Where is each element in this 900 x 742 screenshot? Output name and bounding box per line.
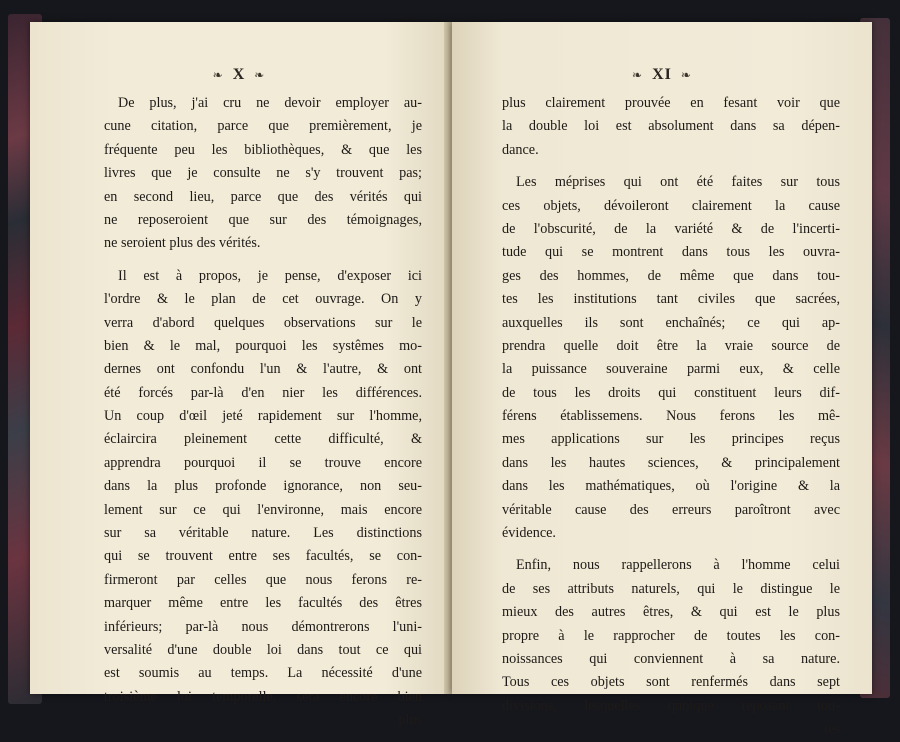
paragraph bbox=[502, 554, 840, 741]
text-line: mes applications sur les principes reçus bbox=[502, 431, 840, 448]
paragraph bbox=[104, 92, 422, 256]
text-line: Un coup d'œil jeté rapidement sur l'homme, bbox=[104, 408, 422, 425]
text-line: ges des hommes, de même que dans tou- bbox=[502, 267, 840, 284]
text-line: livres que je consulte ne s'y trouvent pas; bbox=[104, 165, 422, 182]
text-line: dance. bbox=[502, 141, 539, 158]
left-page-text bbox=[104, 92, 422, 733]
paragraph bbox=[104, 265, 422, 733]
text-line: plus bbox=[398, 712, 422, 729]
text-line: fréquente peu les bibliothèques, & que les bbox=[104, 141, 422, 158]
text-line: prendra quelle doit être la vraie source de bbox=[502, 337, 840, 354]
paragraph-gap bbox=[502, 545, 840, 554]
text-line: qui se trouvent entre ses facultés, se con- bbox=[104, 548, 422, 565]
text-line: est soumis au temps. La nécessité d'une bbox=[104, 665, 422, 682]
text-line: Les méprises qui ont été faites sur tous bbox=[516, 174, 840, 191]
text-line: tes bbox=[824, 721, 840, 738]
paragraph bbox=[502, 171, 840, 545]
left-page-number: X bbox=[232, 66, 246, 83]
paragraph bbox=[502, 92, 840, 162]
text-line: véritable cause des erreurs paroîtront avec bbox=[502, 501, 840, 518]
text-line: la puissance souveraine parmi eux, & celle bbox=[502, 361, 840, 378]
right-page-number: XI bbox=[652, 66, 672, 83]
text-line: tude qui se montrent dans tous les ouvra- bbox=[502, 244, 840, 261]
text-line: De plus, j'ai cru ne devoir employer au- bbox=[118, 95, 422, 111]
text-line: verra d'abord quelques observations sur le bbox=[104, 314, 422, 331]
right-page bbox=[452, 22, 872, 738]
right-page-header bbox=[452, 66, 872, 84]
text-line: bien & le mal, pourquoi les systêmes mo- bbox=[104, 337, 422, 354]
text-line: versalité d'une double loi dans tout ce qui bbox=[104, 641, 422, 658]
text-line: propre à le rapprocher de toutes les con- bbox=[502, 627, 840, 644]
text-line: Enfin, nous rappellerons à l'homme celui bbox=[516, 557, 840, 574]
text-line: mieux des autres êtres, & qui est le plus bbox=[502, 604, 840, 621]
text-line: inférieurs; par-là nous démontrerons l'uni- bbox=[104, 618, 422, 635]
text-line: de tous les droits qui constituent leurs dif- bbox=[502, 384, 840, 401]
left-header-ornament-icon: ❧ bbox=[254, 68, 266, 82]
right-page-text bbox=[502, 92, 840, 742]
text-line: firmeront par celles que nous ferons re- bbox=[104, 571, 422, 588]
text-line: noissances qui conviennent à sa nature. bbox=[502, 650, 840, 667]
text-line: été forcés par-là d'en nier les différences. bbox=[104, 384, 422, 401]
text-line: sur sa véritable nature. Les distinctions bbox=[104, 525, 422, 542]
text-line: ces objets, dévoileront clairement la cause bbox=[502, 197, 840, 214]
text-line: la double loi est absolument dans sa dépen- bbox=[502, 118, 840, 135]
left-page-header bbox=[30, 66, 448, 84]
text-line: apprendra pourquoi il se trouve encore bbox=[104, 454, 422, 471]
text-line: cune citation, parce que premièrement, je bbox=[104, 118, 422, 135]
text-line: de l'obscurité, de la variété & de l'incerti- bbox=[502, 220, 840, 237]
right-header-ornament-icon: ❧ bbox=[632, 68, 644, 82]
text-line: férens établissemens. Nous ferons les mê- bbox=[502, 408, 840, 425]
text-line: de ses attributs naturels, qui le distingue le bbox=[502, 580, 840, 597]
text-line: évidence. bbox=[502, 525, 556, 542]
text-line: troisième loi temporelle, sera encore bien bbox=[104, 688, 422, 705]
paragraph-gap bbox=[502, 162, 840, 171]
text-line: l'ordre & le plan de cet ouvrage. On y bbox=[104, 291, 422, 308]
left-page bbox=[30, 22, 448, 729]
text-line: en second lieu, parce que des vérités qui bbox=[104, 188, 422, 205]
text-line: Tous ces objets sont renfermés dans sept bbox=[502, 674, 840, 691]
text-line: tes les institutions tant civiles que sacrées, bbox=[502, 291, 840, 308]
paragraph-gap bbox=[104, 256, 422, 265]
right-header-ornament-icon: ❧ bbox=[680, 68, 692, 82]
text-line: dans les mathématiques, où l'origine & la bbox=[502, 478, 840, 495]
text-line: ne reposeroient que sur des témoignages, bbox=[104, 211, 422, 228]
text-line: lement sur ce qui l'environne, mais encore bbox=[104, 501, 422, 518]
text-line: dernes ont confondu l'un & l'autre, & ont bbox=[104, 361, 422, 378]
text-line: marquer même entre les facultés des êtres bbox=[104, 595, 422, 612]
text-line: divisions, lesquelles quoique reposant tou- bbox=[502, 697, 840, 714]
text-line: Il est à propos, je pense, d'exposer ici bbox=[118, 267, 422, 284]
text-line: dans la plus profonde ignorance, non seu- bbox=[104, 478, 422, 495]
text-line: ne seroient plus des vérités. bbox=[104, 235, 261, 252]
text-line: auxquelles ils sont enchaînés; ce qui ap- bbox=[502, 314, 840, 331]
text-line: éclaircira pleinement cette difficulté, & bbox=[104, 431, 422, 448]
text-line: dans les hautes sciences, & principalement bbox=[502, 454, 840, 471]
left-header-ornament-icon: ❧ bbox=[212, 68, 224, 82]
text-line: plus clairement prouvée en fesant voir que bbox=[502, 95, 840, 111]
